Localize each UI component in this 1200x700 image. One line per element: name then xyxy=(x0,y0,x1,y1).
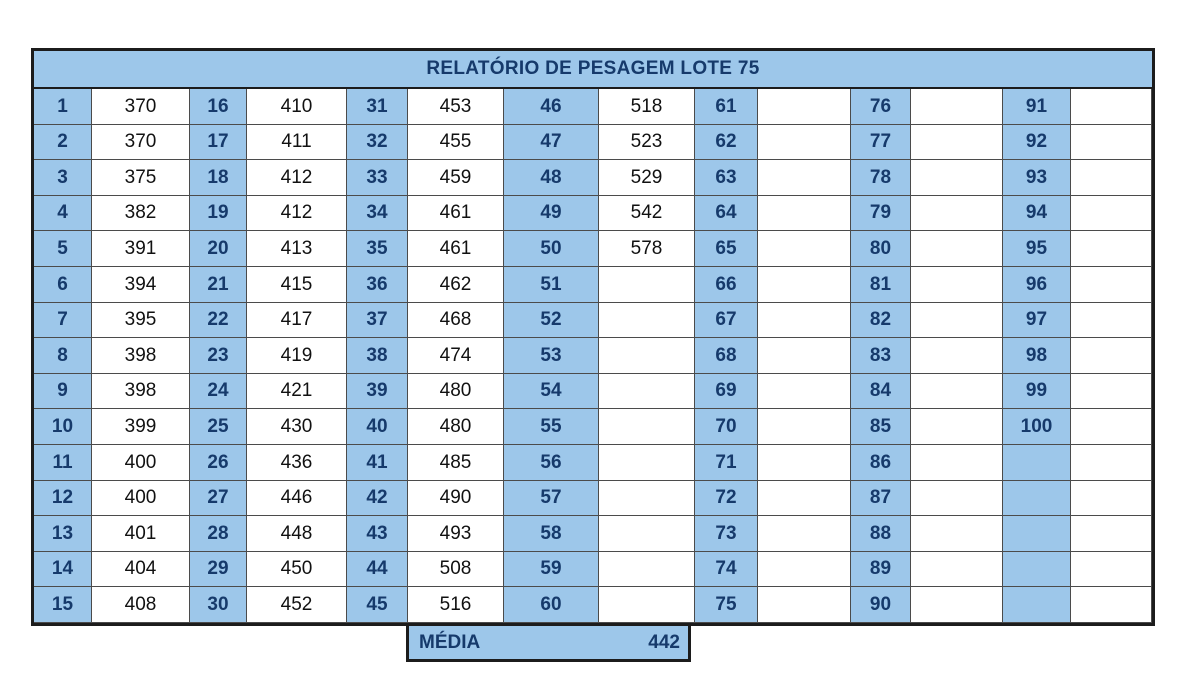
weight-value-cell: 508 xyxy=(408,552,504,587)
lot-number-cell: 75 xyxy=(695,587,758,623)
lot-number-cell: 99 xyxy=(1003,374,1071,409)
weight-value-cell: 578 xyxy=(599,231,695,267)
weight-value-cell: 398 xyxy=(92,338,190,374)
lot-number-cell: 29 xyxy=(190,552,247,587)
lot-number-cell: 53 xyxy=(504,338,599,374)
weight-value-cell: 412 xyxy=(247,160,347,196)
lot-number-cell: 91 xyxy=(1003,89,1071,125)
weight-value-cell: 529 xyxy=(599,160,695,196)
weight-value-cell: 399 xyxy=(92,409,190,445)
lot-number-cell: 64 xyxy=(695,196,758,231)
weight-value-cell: 474 xyxy=(408,338,504,374)
lot-number-cell: 7 xyxy=(34,303,92,338)
lot-number-cell: 46 xyxy=(504,89,599,125)
lot-number-cell: 63 xyxy=(695,160,758,196)
lot-number-cell: 88 xyxy=(851,516,911,552)
weight-value-cell: 516 xyxy=(408,587,504,623)
lot-number-cell: 39 xyxy=(347,374,408,409)
lot-number-cell: 6 xyxy=(34,267,92,303)
weight-value-cell xyxy=(1071,516,1152,552)
weight-value-cell xyxy=(911,587,1003,623)
lot-number-cell: 48 xyxy=(504,160,599,196)
weighing-report-sheet xyxy=(31,48,1155,626)
weight-value-cell: 542 xyxy=(599,196,695,231)
lot-number-cell: 95 xyxy=(1003,231,1071,267)
lot-number-cell: 87 xyxy=(851,481,911,516)
lot-number-cell xyxy=(1003,552,1071,587)
weight-value-cell xyxy=(1071,374,1152,409)
weight-value-cell: 490 xyxy=(408,481,504,516)
lot-number-cell: 32 xyxy=(347,125,408,160)
lot-number-cell: 30 xyxy=(190,587,247,623)
lot-number-cell: 13 xyxy=(34,516,92,552)
lot-number-cell: 38 xyxy=(347,338,408,374)
lot-number-cell: 85 xyxy=(851,409,911,445)
weight-value-cell: 401 xyxy=(92,516,190,552)
weight-value-cell xyxy=(911,481,1003,516)
lot-number-cell xyxy=(1003,445,1071,481)
lot-number-cell: 35 xyxy=(347,231,408,267)
weight-value-cell xyxy=(1071,552,1152,587)
weight-value-cell: 412 xyxy=(247,196,347,231)
lot-number-cell: 24 xyxy=(190,374,247,409)
weight-value-cell: 370 xyxy=(92,89,190,125)
weight-value-cell xyxy=(911,303,1003,338)
weight-value-cell xyxy=(599,303,695,338)
weight-value-cell xyxy=(599,587,695,623)
weight-value-cell: 410 xyxy=(247,89,347,125)
lot-number-cell: 36 xyxy=(347,267,408,303)
weight-value-cell xyxy=(1071,267,1152,303)
lot-number-cell: 31 xyxy=(347,89,408,125)
weight-value-cell xyxy=(911,552,1003,587)
lot-number-cell: 55 xyxy=(504,409,599,445)
weight-value-cell xyxy=(758,89,851,125)
lot-number-cell: 57 xyxy=(504,481,599,516)
weight-value-cell xyxy=(758,267,851,303)
weight-value-cell xyxy=(1071,338,1152,374)
weight-value-cell xyxy=(599,516,695,552)
lot-number-cell: 5 xyxy=(34,231,92,267)
lot-number-cell xyxy=(1003,587,1071,623)
weight-value-cell xyxy=(758,409,851,445)
weight-value-cell: 453 xyxy=(408,89,504,125)
lot-number-cell: 14 xyxy=(34,552,92,587)
weight-value-cell: 413 xyxy=(247,231,347,267)
weight-value-cell xyxy=(911,409,1003,445)
lot-number-cell: 50 xyxy=(504,231,599,267)
weight-value-cell xyxy=(911,160,1003,196)
lot-number-cell: 81 xyxy=(851,267,911,303)
average-label: MÉDIA xyxy=(419,631,481,653)
lot-number-cell: 71 xyxy=(695,445,758,481)
lot-number-cell: 49 xyxy=(504,196,599,231)
weight-value-cell xyxy=(911,516,1003,552)
weight-value-cell: 485 xyxy=(408,445,504,481)
weight-value-cell: 419 xyxy=(247,338,347,374)
lot-number-cell: 8 xyxy=(34,338,92,374)
weight-value-cell xyxy=(599,409,695,445)
weight-value-cell xyxy=(1071,587,1152,623)
weight-value-cell xyxy=(599,552,695,587)
lot-number-cell: 93 xyxy=(1003,160,1071,196)
weight-value-cell xyxy=(599,445,695,481)
weight-value-cell xyxy=(599,338,695,374)
weight-value-cell xyxy=(758,481,851,516)
weight-value-cell xyxy=(758,125,851,160)
lot-number-cell xyxy=(1003,516,1071,552)
lot-number-cell xyxy=(1003,481,1071,516)
weight-value-cell: 448 xyxy=(247,516,347,552)
weight-value-cell: 375 xyxy=(92,160,190,196)
lot-number-cell: 51 xyxy=(504,267,599,303)
lot-number-cell: 70 xyxy=(695,409,758,445)
weighing-grid xyxy=(34,89,1152,623)
weight-value-cell: 455 xyxy=(408,125,504,160)
lot-number-cell: 72 xyxy=(695,481,758,516)
lot-number-cell: 42 xyxy=(347,481,408,516)
weight-value-cell: 436 xyxy=(247,445,347,481)
weight-value-cell xyxy=(1071,89,1152,125)
weight-value-cell xyxy=(758,516,851,552)
weight-value-cell xyxy=(758,338,851,374)
weight-value-cell xyxy=(758,374,851,409)
weight-value-cell xyxy=(1071,231,1152,267)
lot-number-cell: 25 xyxy=(190,409,247,445)
lot-number-cell: 28 xyxy=(190,516,247,552)
lot-number-cell: 69 xyxy=(695,374,758,409)
weight-value-cell: 480 xyxy=(408,374,504,409)
lot-number-cell: 76 xyxy=(851,89,911,125)
lot-number-cell: 33 xyxy=(347,160,408,196)
weight-value-cell xyxy=(911,196,1003,231)
report-title: RELATÓRIO DE PESAGEM LOTE 75 xyxy=(34,51,1152,89)
average-box xyxy=(406,624,691,662)
weight-value-cell xyxy=(758,196,851,231)
lot-number-cell: 58 xyxy=(504,516,599,552)
weight-value-cell: 446 xyxy=(247,481,347,516)
lot-number-cell: 27 xyxy=(190,481,247,516)
lot-number-cell: 19 xyxy=(190,196,247,231)
lot-number-cell: 40 xyxy=(347,409,408,445)
weight-value-cell xyxy=(1071,125,1152,160)
weight-value-cell xyxy=(1071,409,1152,445)
weight-value-cell: 518 xyxy=(599,89,695,125)
weight-value-cell xyxy=(758,587,851,623)
lot-number-cell: 20 xyxy=(190,231,247,267)
weight-value-cell: 382 xyxy=(92,196,190,231)
lot-number-cell: 3 xyxy=(34,160,92,196)
weight-value-cell: 430 xyxy=(247,409,347,445)
lot-number-cell: 15 xyxy=(34,587,92,623)
lot-number-cell: 77 xyxy=(851,125,911,160)
weight-value-cell xyxy=(599,374,695,409)
lot-number-cell: 16 xyxy=(190,89,247,125)
lot-number-cell: 34 xyxy=(347,196,408,231)
weight-value-cell xyxy=(911,125,1003,160)
lot-number-cell: 73 xyxy=(695,516,758,552)
lot-number-cell: 41 xyxy=(347,445,408,481)
weight-value-cell xyxy=(911,374,1003,409)
weight-value-cell: 417 xyxy=(247,303,347,338)
weight-value-cell: 400 xyxy=(92,481,190,516)
lot-number-cell: 17 xyxy=(190,125,247,160)
weight-value-cell: 450 xyxy=(247,552,347,587)
lot-number-cell: 56 xyxy=(504,445,599,481)
lot-number-cell: 90 xyxy=(851,587,911,623)
weight-value-cell: 461 xyxy=(408,231,504,267)
weight-value-cell xyxy=(1071,445,1152,481)
weight-value-cell: 523 xyxy=(599,125,695,160)
weight-value-cell: 468 xyxy=(408,303,504,338)
lot-number-cell: 94 xyxy=(1003,196,1071,231)
weight-value-cell: 411 xyxy=(247,125,347,160)
lot-number-cell: 97 xyxy=(1003,303,1071,338)
lot-number-cell: 44 xyxy=(347,552,408,587)
weight-value-cell: 462 xyxy=(408,267,504,303)
lot-number-cell: 80 xyxy=(851,231,911,267)
lot-number-cell: 62 xyxy=(695,125,758,160)
lot-number-cell: 9 xyxy=(34,374,92,409)
lot-number-cell: 83 xyxy=(851,338,911,374)
weight-value-cell xyxy=(758,231,851,267)
weight-value-cell xyxy=(599,481,695,516)
lot-number-cell: 60 xyxy=(504,587,599,623)
lot-number-cell: 21 xyxy=(190,267,247,303)
weight-value-cell: 370 xyxy=(92,125,190,160)
weight-value-cell xyxy=(911,445,1003,481)
lot-number-cell: 52 xyxy=(504,303,599,338)
lot-number-cell: 1 xyxy=(34,89,92,125)
weight-value-cell xyxy=(758,552,851,587)
lot-number-cell: 37 xyxy=(347,303,408,338)
lot-number-cell: 89 xyxy=(851,552,911,587)
weight-value-cell xyxy=(911,267,1003,303)
weight-value-cell xyxy=(758,303,851,338)
lot-number-cell: 43 xyxy=(347,516,408,552)
weight-value-cell xyxy=(758,160,851,196)
lot-number-cell: 79 xyxy=(851,196,911,231)
weight-value-cell: 493 xyxy=(408,516,504,552)
lot-number-cell: 11 xyxy=(34,445,92,481)
weight-value-cell: 421 xyxy=(247,374,347,409)
lot-number-cell: 84 xyxy=(851,374,911,409)
lot-number-cell: 47 xyxy=(504,125,599,160)
lot-number-cell: 54 xyxy=(504,374,599,409)
weight-value-cell: 415 xyxy=(247,267,347,303)
lot-number-cell: 23 xyxy=(190,338,247,374)
lot-number-cell: 12 xyxy=(34,481,92,516)
weight-value-cell xyxy=(911,231,1003,267)
lot-number-cell: 92 xyxy=(1003,125,1071,160)
lot-number-cell: 82 xyxy=(851,303,911,338)
lot-number-cell: 67 xyxy=(695,303,758,338)
average-value: 442 xyxy=(648,631,680,653)
lot-number-cell: 59 xyxy=(504,552,599,587)
weight-value-cell xyxy=(911,89,1003,125)
weight-value-cell: 461 xyxy=(408,196,504,231)
weight-value-cell xyxy=(1071,303,1152,338)
lot-number-cell: 65 xyxy=(695,231,758,267)
weight-value-cell xyxy=(1071,160,1152,196)
weight-value-cell: 394 xyxy=(92,267,190,303)
weight-value-cell xyxy=(758,445,851,481)
weight-value-cell: 400 xyxy=(92,445,190,481)
weight-value-cell: 391 xyxy=(92,231,190,267)
lot-number-cell: 96 xyxy=(1003,267,1071,303)
lot-number-cell: 18 xyxy=(190,160,247,196)
weight-value-cell xyxy=(1071,196,1152,231)
lot-number-cell: 100 xyxy=(1003,409,1071,445)
lot-number-cell: 2 xyxy=(34,125,92,160)
weight-value-cell: 452 xyxy=(247,587,347,623)
weight-value-cell: 459 xyxy=(408,160,504,196)
weight-value-cell: 408 xyxy=(92,587,190,623)
weight-value-cell: 395 xyxy=(92,303,190,338)
lot-number-cell: 74 xyxy=(695,552,758,587)
lot-number-cell: 22 xyxy=(190,303,247,338)
lot-number-cell: 86 xyxy=(851,445,911,481)
weight-value-cell: 404 xyxy=(92,552,190,587)
lot-number-cell: 98 xyxy=(1003,338,1071,374)
lot-number-cell: 4 xyxy=(34,196,92,231)
lot-number-cell: 45 xyxy=(347,587,408,623)
lot-number-cell: 78 xyxy=(851,160,911,196)
weight-value-cell: 398 xyxy=(92,374,190,409)
weight-value-cell: 480 xyxy=(408,409,504,445)
weight-value-cell xyxy=(911,338,1003,374)
weight-value-cell xyxy=(599,267,695,303)
lot-number-cell: 10 xyxy=(34,409,92,445)
lot-number-cell: 66 xyxy=(695,267,758,303)
lot-number-cell: 68 xyxy=(695,338,758,374)
lot-number-cell: 61 xyxy=(695,89,758,125)
lot-number-cell: 26 xyxy=(190,445,247,481)
weight-value-cell xyxy=(1071,481,1152,516)
